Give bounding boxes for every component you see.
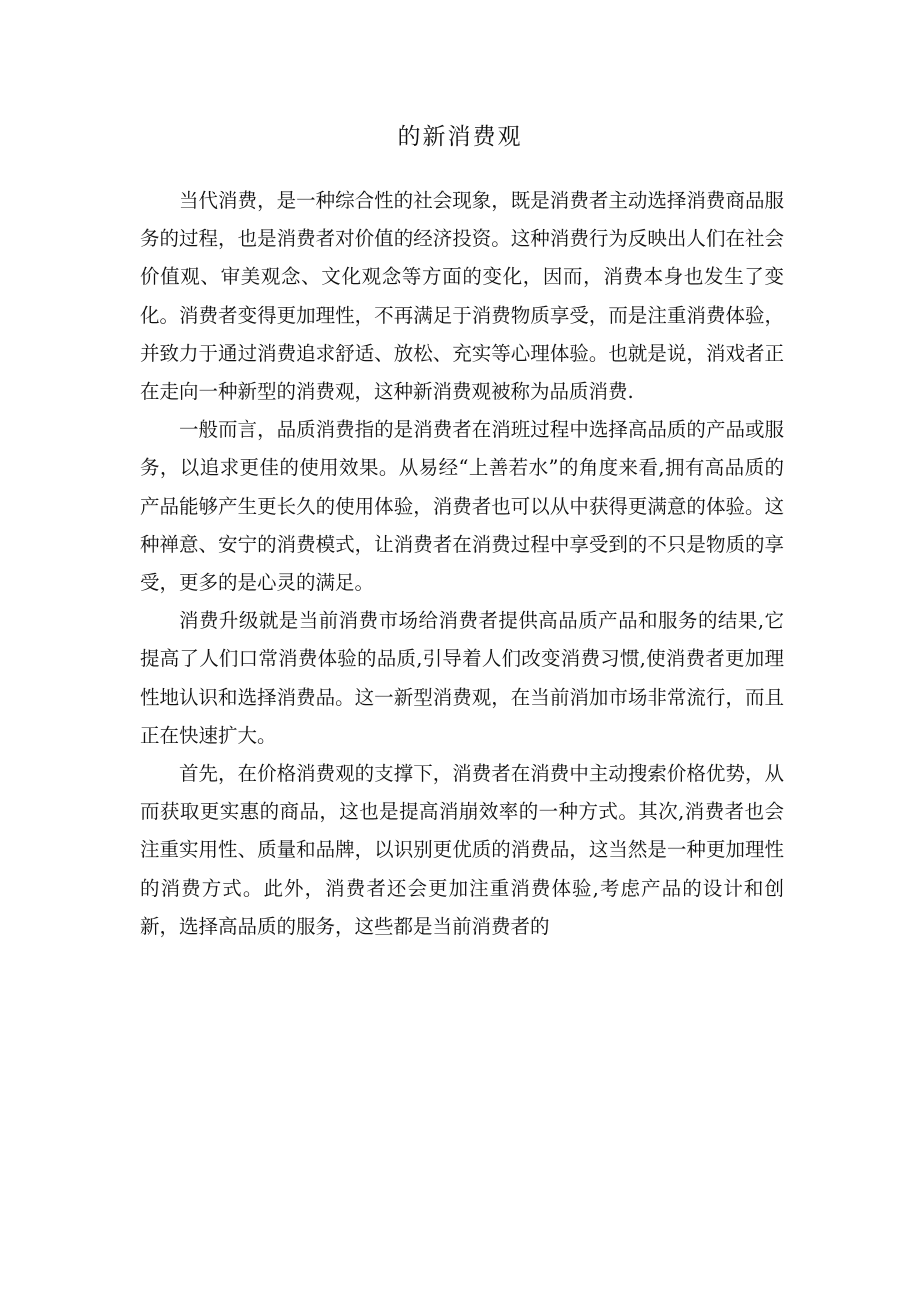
paragraph-1: 当代消费，是一种综合性的社会现象，既是消费者主动选择消费商品服务的过程，也是消费者对价值的经济投资。这种消费行为反映出人们在社会价值观、审美观念、文化观念等方面的变化，因而，消费本身也发生了变化。消费者变得更加理性，不再满足于消费物质享受，而是注重消费体验，并致力于通过消费追求舒适、放松、充实等心理体验。也就是说，消戏者正在走向一种新型的消费观，这种新消费观被称为品质消费. [140,189,784,404]
paragraph-4: 首先，在价格消费观的支撑下，消费者在消费中主动搜索价格优势，从而获取更实惠的商品，这也是提高消崩效率的一种方式。其次,消费者也会注重实用性、质量和品牌，以识别更优质的消费品，这当然是一种更加理性的消费方式。此外，消费者还会更加注重消费体验,考虑产品的设计和创新，选择高品质的服务，这些都是当前消费者的 [140,762,784,938]
document-title: 的新消费观 [397,124,523,150]
paragraph-3: 消费升级就是当前消费市场给消费者提供高品质产品和服务的结果,它提高了人们口常消费体验的品质,引导着人们改变消费习惯,使消费者更加理性地认识和选择消费品。这一新型消费观，在当前消加市场非常流行，而且正在快速扩大。 [140,609,784,747]
document-body [140,182,784,946]
paragraph-2: 一般而言，品质消费指的是消费者在消班过程中选择高品质的产品或服务，以追求更佳的使用效果。从易经“上善若水”的角度来看,拥有高品质的产品能够产生更长久的使用体验，消费者也可以从中获得更满意的体验。这种禅意、安宁的消费模式，让消费者在消费过程中享受到的不只是物质的享受，更多的是心灵的满足。 [140,418,784,595]
